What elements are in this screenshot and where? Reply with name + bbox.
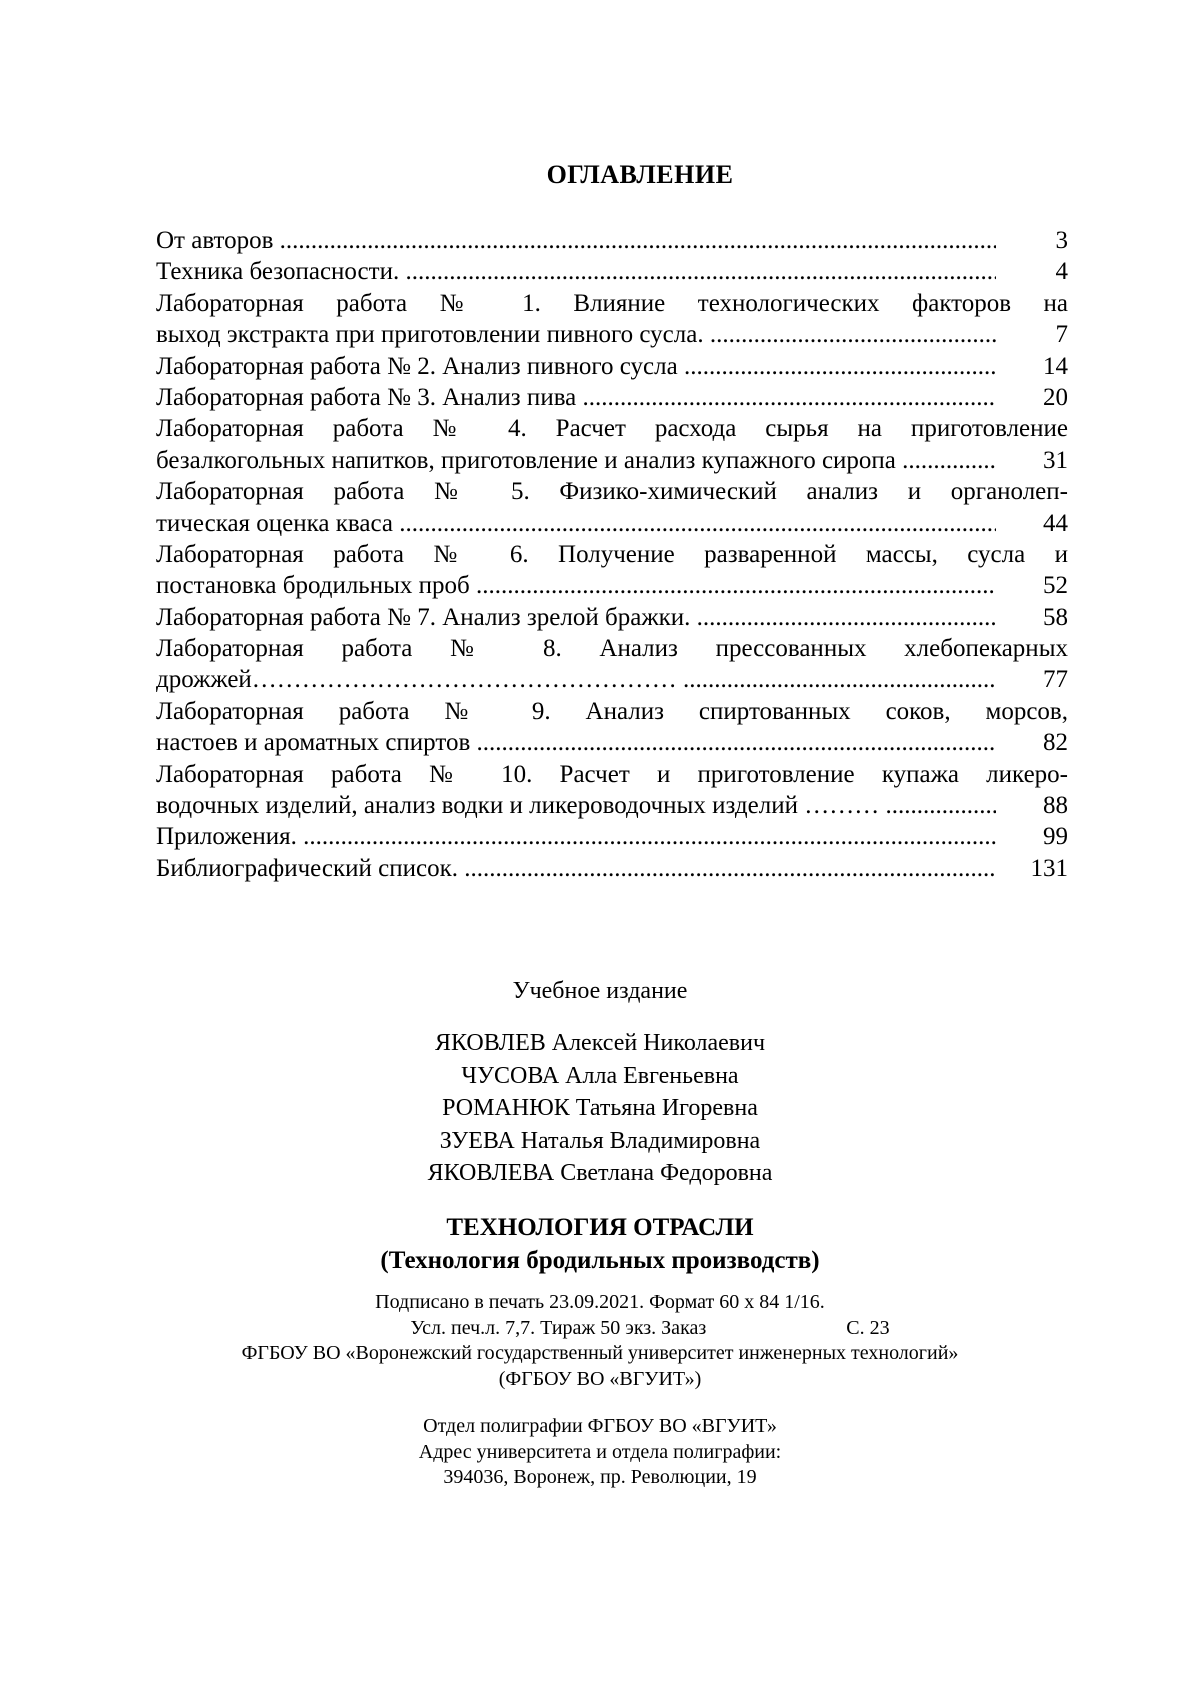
- toc-entry-text: дрожжей…………………………………………… .....: [156, 664, 996, 695]
- toc-page-number: 82: [998, 727, 1068, 758]
- toc-entry-text: выход экстракта при приготовлении пивного сусла. .....: [156, 319, 996, 350]
- toc-entry: [156, 696, 1068, 759]
- authors-list: [0, 1027, 1200, 1190]
- toc-page-number: 3: [998, 225, 1068, 256]
- imprint-publisher-short: (ФГБОУ ВО «ВГУИТ»): [0, 1367, 1200, 1393]
- book-subtitle: (Технология бродильных производств): [0, 1245, 1200, 1278]
- polygraphy-dept: Отдел полиграфии ФГБОУ ВО «ВГУИТ»: [0, 1414, 1200, 1440]
- toc-entry-text: Приложения. .....: [156, 821, 996, 852]
- toc-entry-text: От авторов .....: [156, 225, 996, 256]
- toc-page-number: 20: [998, 382, 1068, 413]
- toc-page-number: 31: [998, 445, 1068, 476]
- toc-entry-text: Лабораторная работа № 6. Получение разваренной массы, сусла и: [156, 539, 1068, 570]
- toc-page-number: 99: [998, 821, 1068, 852]
- toc-entry-text: Лабораторная работа № 7. Анализ зрелой бражки. .....: [156, 602, 996, 633]
- document-page: [0, 0, 1200, 1702]
- imprint-pages: С. 23: [846, 1317, 889, 1339]
- toc-page-number: 44: [998, 508, 1068, 539]
- toc-entry-text: Техника безопасности. .....: [156, 256, 996, 287]
- imprint-signed: Подписано в печать 23.09.2021. Формат 60 х 84 1/16.: [0, 1290, 1200, 1316]
- book-title: ТЕХНОЛОГИЯ ОТРАСЛИ: [0, 1212, 1200, 1245]
- polygraphy-address-label: Адрес университета и отдела полиграфии:: [0, 1440, 1200, 1466]
- toc-entry: [156, 821, 1068, 852]
- toc-entry: [156, 351, 1068, 382]
- toc-page-number: 77: [998, 664, 1068, 695]
- toc-entry-text: Лабораторная работа № 10. Расчет и приготовление купажа ликеро-: [156, 759, 1068, 790]
- toc-entry: [156, 853, 1068, 884]
- toc-entry: [156, 225, 1068, 256]
- polygraphy-address: 394036, Воронеж, пр. Революции, 19: [0, 1465, 1200, 1491]
- imprint-block: [0, 1290, 1200, 1392]
- toc-entry-text: Библиографический список. .....: [156, 853, 996, 884]
- author-name: ЯКОВЛЕВ Алексей Николаевич: [0, 1027, 1200, 1060]
- toc-entry-text: настоев и ароматных спиртов .....: [156, 727, 996, 758]
- toc-entry-text: Лабораторная работа № 2. Анализ пивного сусла .....: [156, 351, 996, 382]
- toc-entry-text: тическая оценка кваса .....: [156, 508, 996, 539]
- toc-entry-text: Лабораторная работа № 4. Расчет расхода сырья на приготовление: [156, 413, 1068, 444]
- author-name: РОМАНЮК Татьяна Игоревна: [0, 1092, 1200, 1125]
- edition-type: Учебное издание: [0, 978, 1200, 1005]
- author-name: ЗУЕВА Наталья Владимировна: [0, 1125, 1200, 1158]
- toc-entry: [156, 633, 1068, 696]
- toc-entry: [156, 539, 1068, 602]
- toc-entry: [156, 288, 1068, 351]
- toc-entry: [156, 759, 1068, 822]
- toc-entry-text: водочных изделий, анализ водки и ликероводочных изделий ……… .....: [156, 790, 996, 821]
- toc-entry-text: Лабораторная работа № 5. Физико-химический анализ и органолеп-: [156, 476, 1068, 507]
- toc-page-number: 7: [998, 319, 1068, 350]
- imprint-publisher: ФГБОУ ВО «Воронежский государственный университет инженерных технологий»: [0, 1341, 1200, 1367]
- toc-entry: [156, 602, 1068, 633]
- toc-entry-text: Лабораторная работа № 3. Анализ пива .....: [156, 382, 996, 413]
- toc-page-number: 4: [998, 256, 1068, 287]
- toc-entry: [156, 413, 1068, 476]
- author-name: ЯКОВЛЕВА Светлана Федоровна: [0, 1157, 1200, 1190]
- toc-page-number: 52: [998, 570, 1068, 601]
- toc-title: ОГЛАВЛЕНИЕ: [0, 160, 1200, 190]
- author-name: ЧУСОВА Алла Евгеньевна: [0, 1060, 1200, 1093]
- toc-entry-text: безалкогольных напитков, приготовление и анализ купажного сиропа .....: [156, 445, 996, 476]
- imprint-sheets-row: [0, 1316, 1200, 1342]
- polygraphy-block: [0, 1414, 1200, 1491]
- toc-page-number: 58: [998, 602, 1068, 633]
- imprint-sheets: Усл. печ.л. 7,7. Тираж 50 экз. Заказ: [410, 1317, 706, 1339]
- toc-entry: [156, 476, 1068, 539]
- toc-page-number: 131: [998, 853, 1068, 884]
- toc-entry-text: Лабораторная работа № 1. Влияние технологических факторов на: [156, 288, 1068, 319]
- toc-page-number: 14: [998, 351, 1068, 382]
- toc-entry: [156, 256, 1068, 287]
- book-title-block: [0, 1212, 1200, 1277]
- table-of-contents: [156, 225, 1068, 884]
- toc-page-number: 88: [998, 790, 1068, 821]
- toc-entry-text: Лабораторная работа № 8. Анализ прессованных хлебопекарных: [156, 633, 1068, 664]
- toc-entry-text: постановка бродильных проб .....: [156, 570, 996, 601]
- toc-entry: [156, 382, 1068, 413]
- toc-entry-text: Лабораторная работа № 9. Анализ спиртованных соков, морсов,: [156, 696, 1068, 727]
